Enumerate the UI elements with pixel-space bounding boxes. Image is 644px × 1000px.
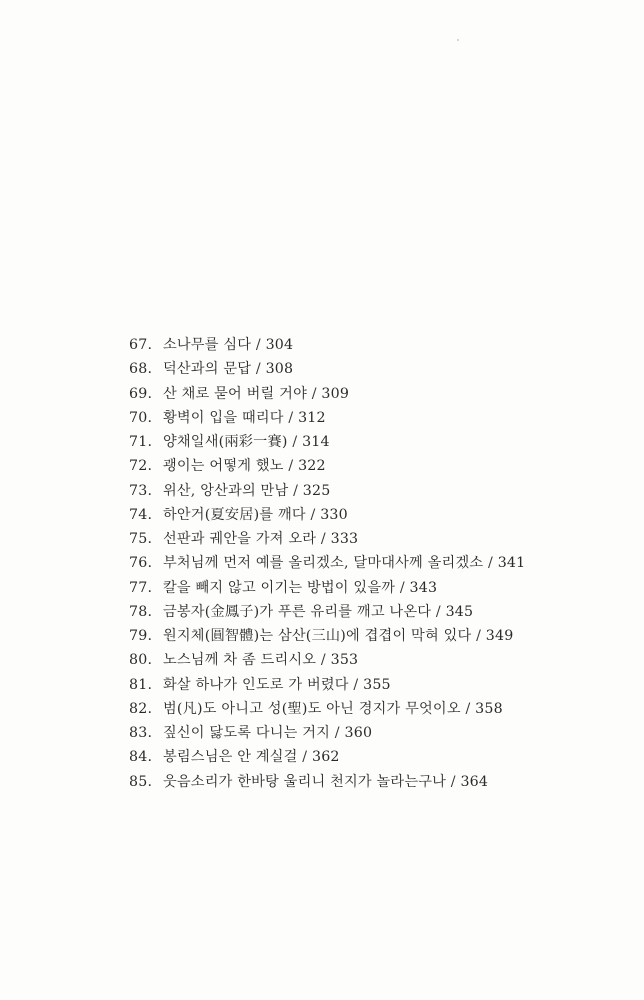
toc-entry-title: 하안거(夏安居)를 깨다 xyxy=(163,506,306,523)
toc-entry-separator: / xyxy=(288,482,303,499)
toc-entry-separator: / xyxy=(348,676,364,693)
toc-entry-number: 72. xyxy=(129,458,153,475)
toc-entry-separator: / xyxy=(283,458,299,475)
toc-entry-title: 덕산과의 문답 xyxy=(163,361,252,378)
toc-entry xyxy=(129,745,629,769)
toc-entry-page: 308 xyxy=(265,361,294,378)
toc-entry-page: 322 xyxy=(298,458,326,475)
toc-entry-page: 358 xyxy=(475,700,503,717)
toc-entry-title: 소나무를 심다 xyxy=(163,337,252,353)
toc-entry-number: 83. xyxy=(129,725,153,741)
toc-entry xyxy=(129,770,629,794)
toc-entry-separator: / xyxy=(330,725,345,741)
toc-entry-number: 85. xyxy=(129,773,153,790)
toc-entry xyxy=(129,600,629,624)
toc-entry-number: 73. xyxy=(129,482,153,499)
toc-entry-page: 345 xyxy=(445,603,474,620)
toc-entry-separator: / xyxy=(316,652,331,669)
toc-entry-number: 70. xyxy=(129,409,153,426)
toc-entry-page: 314 xyxy=(302,434,330,450)
toc-entry xyxy=(129,527,629,551)
toc-entry-title: 위산, 앙산과의 만남 xyxy=(163,482,289,499)
toc-entry xyxy=(129,406,629,430)
toc-entry xyxy=(129,454,629,478)
toc-entry-separator: / xyxy=(460,700,476,717)
table-of-contents xyxy=(129,333,629,794)
toc-entry-number: 67. xyxy=(129,337,153,353)
toc-entry-title: 선판과 궤안을 가져 오라 xyxy=(163,531,317,547)
toc-entry xyxy=(129,503,629,527)
toc-entry-page: 364 xyxy=(460,773,489,790)
toc-entry-number: 79. xyxy=(129,628,153,644)
toc-entry-separator: / xyxy=(287,434,303,450)
toc-entry-page: 309 xyxy=(321,385,350,402)
toc-entry-number: 71. xyxy=(129,434,153,450)
toc-entry-separator: / xyxy=(483,555,498,572)
toc-entry xyxy=(129,576,629,600)
toc-entry-number: 80. xyxy=(129,652,153,669)
toc-entry-page: 355 xyxy=(363,676,391,693)
toc-entry-separator: / xyxy=(251,361,266,378)
toc-entry-separator: / xyxy=(283,409,299,426)
toc-entry-page: 333 xyxy=(330,531,359,547)
toc-entry-title: 금봉자(金鳳子)가 푸른 유리를 깨고 나온다 xyxy=(163,603,432,620)
toc-entry-page: 330 xyxy=(320,506,348,523)
toc-entry xyxy=(129,333,629,357)
toc-entry-page: 353 xyxy=(330,652,359,669)
toc-entry xyxy=(129,648,629,672)
toc-entry-number: 75. xyxy=(129,531,153,547)
toc-entry-separator: / xyxy=(297,749,312,766)
toc-entry-page: 312 xyxy=(298,409,326,426)
toc-entry-title: 원지체(圓智體)는 삼산(三山)에 겹겹이 막혀 있다 xyxy=(163,628,472,644)
toc-entry-page: 360 xyxy=(344,725,373,741)
toc-entry-separator: / xyxy=(431,603,446,620)
toc-entry xyxy=(129,673,629,697)
toc-entry-number: 78. xyxy=(129,603,153,620)
toc-entry xyxy=(129,551,629,575)
toc-entry-title: 노스님께 차 좀 드리시오 xyxy=(163,652,317,669)
toc-entry-title: 부처님께 먼저 예를 올리겠소, 달마대사께 올리겠소 xyxy=(163,555,484,572)
toc-entry-number: 68. xyxy=(129,361,153,378)
toc-entry xyxy=(129,430,629,454)
toc-entry-title: 범(凡)도 아니고 성(聖)도 아닌 경지가 무엇이오 xyxy=(163,700,461,717)
toc-entry xyxy=(129,721,629,745)
toc-entry-page: 325 xyxy=(302,482,331,499)
toc-entry-separator: / xyxy=(307,385,322,402)
toc-entry-separator: / xyxy=(395,579,410,596)
toc-entry-title: 웃음소리가 한바탕 울리니 천지가 놀라는구나 xyxy=(163,773,447,790)
toc-entry xyxy=(129,697,629,721)
toc-entry-number: 81. xyxy=(129,676,153,693)
toc-entry-title: 괭이는 어떻게 했노 xyxy=(163,458,284,475)
toc-entry-number: 69. xyxy=(129,385,153,402)
toc-entry xyxy=(129,357,629,381)
toc-entry-number: 76. xyxy=(129,555,153,572)
toc-entry-page: 362 xyxy=(311,749,340,766)
toc-entry-number: 82. xyxy=(129,700,153,717)
toc-entry xyxy=(129,479,629,503)
toc-entry-separator: / xyxy=(471,628,486,644)
toc-entry-page: 304 xyxy=(265,337,294,353)
toc-entry-title: 짚신이 닳도록 다니는 거지 xyxy=(163,725,331,741)
toc-entry xyxy=(129,624,629,648)
toc-entry-number: 77. xyxy=(129,579,153,596)
toc-entry-page: 343 xyxy=(409,579,438,596)
toc-entry-title: 황벽이 입을 때리다 xyxy=(163,409,284,426)
toc-entry-title: 칼을 빼지 않고 이기는 방법이 있을까 xyxy=(163,579,396,596)
toc-entry-page: 341 xyxy=(497,555,526,572)
toc-entry xyxy=(129,382,629,406)
paper-speck xyxy=(457,39,459,41)
toc-entry-title: 산 채로 묻어 버릴 거야 xyxy=(163,385,307,402)
toc-entry-separator: / xyxy=(446,773,461,790)
toc-entry-title: 화살 하나가 인도로 가 버렸다 xyxy=(163,676,349,693)
toc-entry-page: 349 xyxy=(485,628,514,644)
toc-entry-separator: / xyxy=(316,531,331,547)
toc-entry-separator: / xyxy=(305,506,321,523)
toc-entry-title: 양채일새(兩彩一賽) xyxy=(163,434,288,450)
toc-entry-separator: / xyxy=(251,337,266,353)
toc-entry-number: 74. xyxy=(129,506,153,523)
toc-entry-title: 봉림스님은 안 계실걸 xyxy=(163,749,298,766)
toc-entry-number: 84. xyxy=(129,749,153,766)
